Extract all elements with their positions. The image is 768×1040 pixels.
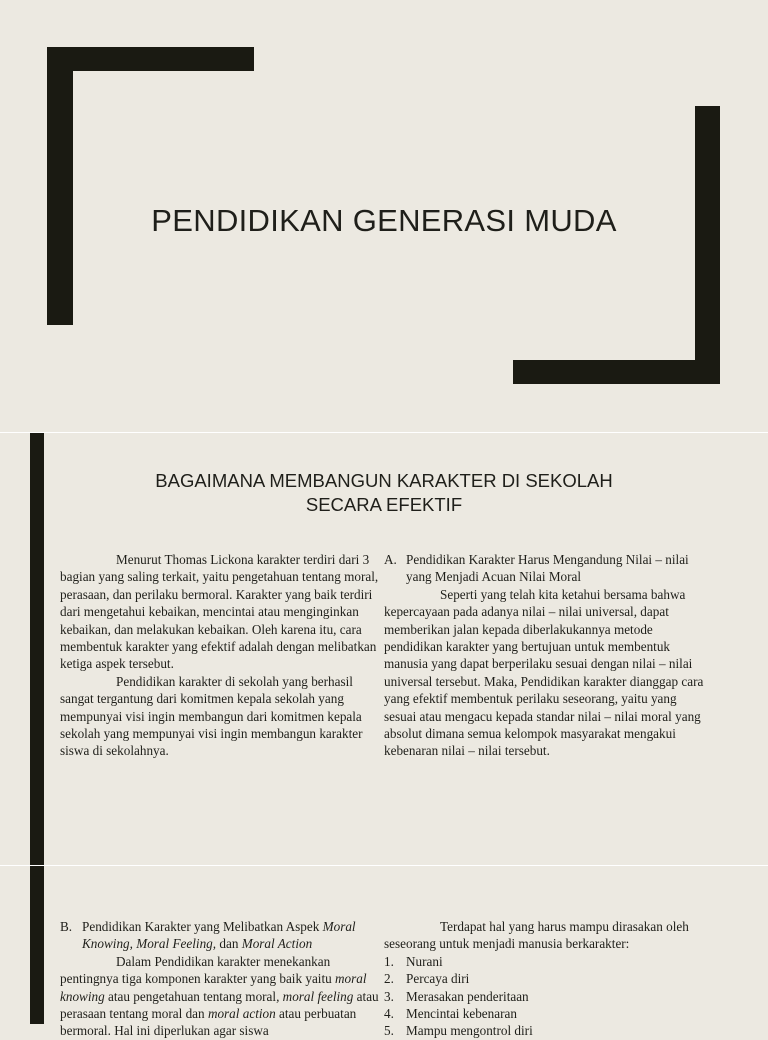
right-column bbox=[384, 551, 712, 760]
slide-title-line2: SECARA EFEKTIF bbox=[305, 494, 463, 515]
list-item bbox=[384, 953, 712, 970]
italic-run: Moral Knowing, Moral Feeling, bbox=[82, 919, 356, 952]
paragraph: Menurut Thomas Lickona karakter terdiri dari 3 bagian yang saling terkait, yaitu pengetahuan tentang moral, perasaan, dan perilaku bermoral. Karakter yang baik terdiri dari mengetahui kebaikan, mencintai atau menginginkan kebaikan, dan melakukan kebaikan. Oleh karena itu, cara membentuk karakter yang efektif adalah dengan melibatkan ketiga aspek tersebut. bbox=[60, 552, 379, 672]
list-item-text: Pendidikan Karakter Harus Mengandung Nilai – nilai yang Menjadi Acuan Nilai Moral bbox=[406, 552, 689, 585]
list-item-text: Percaya diri bbox=[406, 971, 470, 987]
numbered-list bbox=[384, 953, 712, 1040]
list-item bbox=[384, 551, 712, 586]
accent-bar bbox=[30, 433, 44, 865]
list-item-text: Nurani bbox=[406, 953, 443, 969]
list-item bbox=[384, 988, 712, 1005]
list-marker: 4. bbox=[384, 1006, 394, 1022]
list-marker: A. bbox=[384, 552, 397, 567]
list-marker: 1. bbox=[384, 953, 394, 969]
slide-title-line1: BAGAIMANA MEMBANGUN KARAKTER DI SEKOLAH bbox=[155, 470, 613, 491]
text-run: atau pengetahuan tentang moral bbox=[104, 988, 277, 1004]
left-column bbox=[60, 918, 381, 1040]
list-marker: 5. bbox=[384, 1023, 394, 1039]
list-item-text: Merasakan penderitaan bbox=[406, 988, 529, 1004]
text-run: Pendidikan Karakter yang Melibatkan Aspek bbox=[82, 919, 323, 934]
paragraph: Terdapat hal yang harus mampu dirasakan oleh seseorang untuk menjadi manusia berkarakter: bbox=[384, 919, 689, 952]
italic-run: moral knowing bbox=[60, 971, 367, 1004]
slide-title bbox=[60, 469, 708, 517]
italic-run: moral action bbox=[207, 1006, 276, 1022]
paragraph: Pendidikan karakter di sekolah yang berhasil sangat tergantung dari komitmen kepala sekolah yang mempunyai visi ingin membangun dari komitmen kepala sekolah yang mempunyai visi ingin membangun karakter siswa di sekolahnya. bbox=[60, 673, 363, 759]
list-marker: 2. bbox=[384, 971, 394, 987]
list-item-text: Mencintai kebenaran bbox=[406, 1006, 517, 1022]
italic-run: Moral Action bbox=[241, 936, 313, 952]
frame-corner-top-left-vertical bbox=[47, 47, 73, 325]
accent-bar bbox=[30, 866, 44, 1024]
title-slide bbox=[0, 0, 768, 432]
list-marker: 3. bbox=[384, 988, 394, 1004]
list-item bbox=[384, 1005, 712, 1022]
paragraph bbox=[60, 953, 381, 1040]
frame-corner-bottom-right-vertical bbox=[695, 106, 720, 384]
text-run: Dalam Pendidikan karakter menekankan pentingnya tiga komponen karakter yang baik yaitu bbox=[60, 953, 336, 987]
list-item-text: Mampu mengontrol diri bbox=[406, 1023, 533, 1039]
right-column bbox=[384, 918, 712, 1040]
paragraph: Seperti yang telah kita ketahui bersama bahwa kepercayaan pada adanya nilai – nilai universal, dapat memberikan jalan kepada diberlakukannya metode pendidikan karakter yang bertujuan untuk membentuk manusia yang dapat berperilaku sesuai dengan nilai – nilai universal tersebut. Maka, Pendidikan karakter dianggap cara yang efektif membentuk perilaku seseorang, yaitu yang sesuai atau mengacu kepada standar nilai – nilai moral yang absolut dimana semua kelompok masyarakat mengakui kebenaran nilai – nilai tersebut. bbox=[384, 586, 704, 759]
frame-corner-top-left-horizontal bbox=[47, 47, 254, 71]
list-item bbox=[60, 918, 381, 953]
content-slide-2 bbox=[0, 866, 768, 1039]
page-title: PENDIDIKAN GENERASI MUDA bbox=[151, 203, 617, 238]
list-item bbox=[384, 970, 712, 987]
content-slide-1 bbox=[0, 433, 768, 865]
list-item bbox=[384, 1022, 712, 1039]
text-run: dan bbox=[216, 936, 242, 952]
text-run: atau perasaan tentang moral dan bbox=[60, 988, 379, 1022]
list-marker: B. bbox=[60, 919, 73, 934]
text-run: atau perbuatan bermoral. Hal ini diperlukan agar siswa bbox=[60, 1006, 357, 1039]
list-item-text bbox=[82, 918, 381, 953]
left-column bbox=[60, 551, 381, 760]
italic-run: , moral feeling bbox=[276, 988, 354, 1004]
frame-corner-bottom-right-horizontal bbox=[513, 360, 720, 384]
